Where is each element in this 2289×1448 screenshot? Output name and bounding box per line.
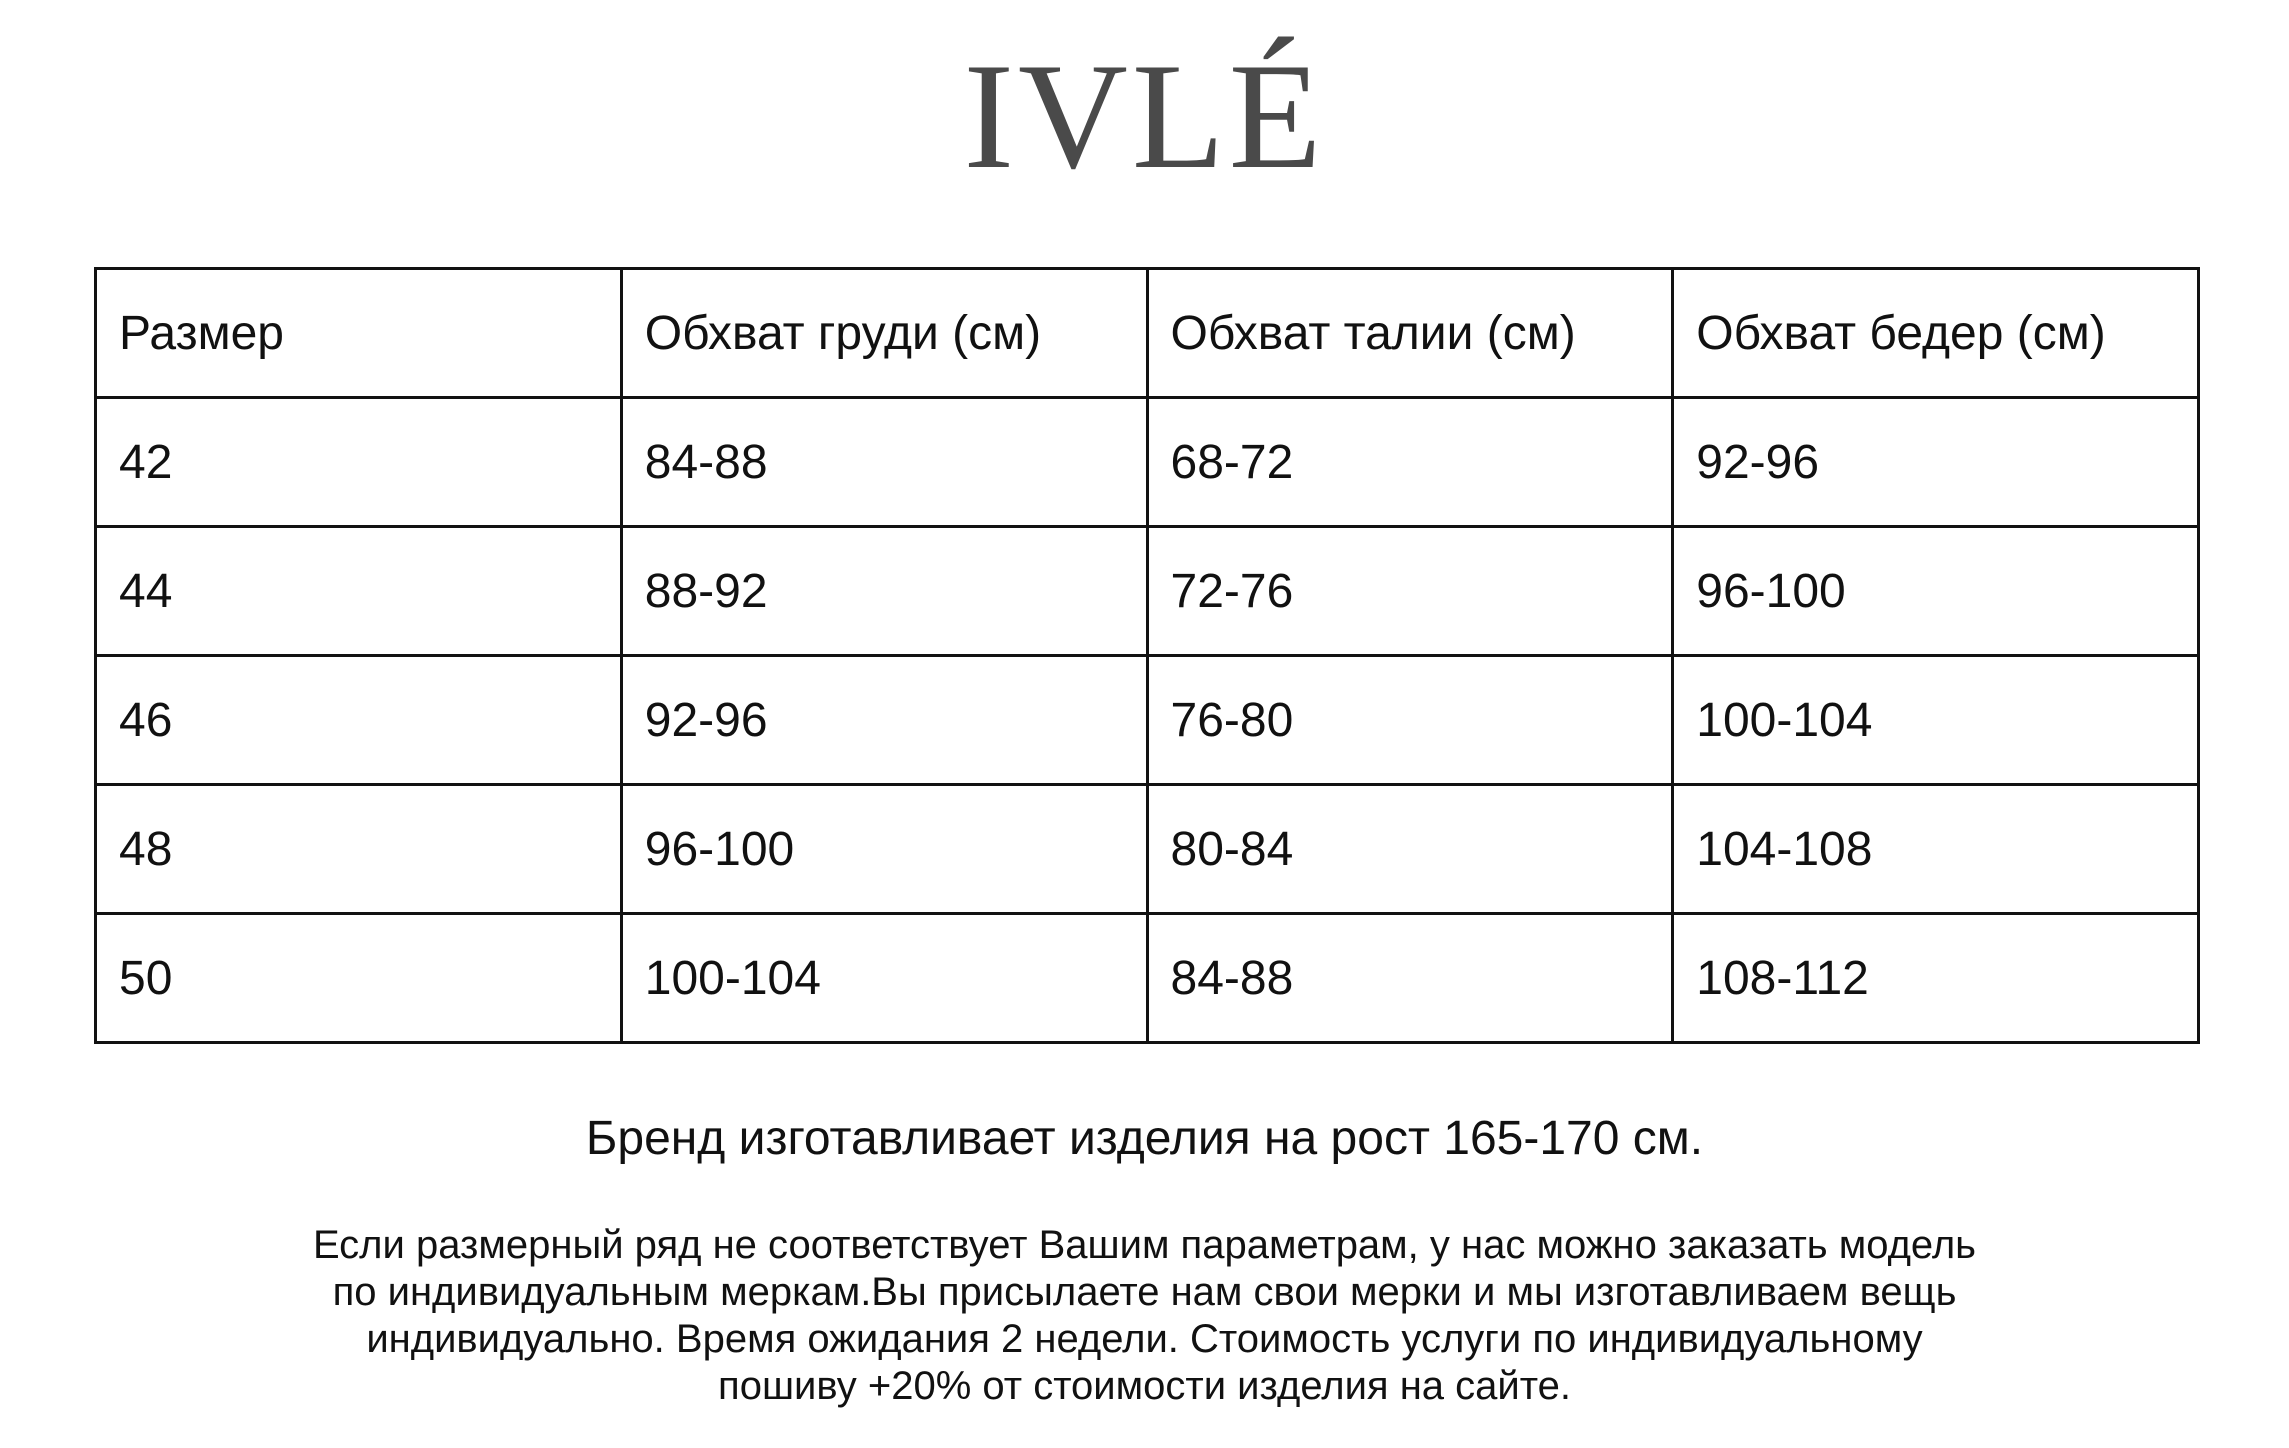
cell-hips: 92-96	[1673, 398, 2199, 527]
height-note: Бренд изготавливает изделия на рост 165-170 см.	[585, 1112, 1704, 1165]
cell-waist: 68-72	[1147, 398, 1673, 527]
custom-tailoring-note	[240, 1222, 2049, 1410]
cell-bust: 88-92	[621, 527, 1147, 656]
table-row	[96, 914, 2199, 1043]
cell-size: 44	[96, 527, 622, 656]
header-bust: Обхват груди (см)	[621, 269, 1147, 398]
cell-size: 46	[96, 656, 622, 785]
table-row	[96, 656, 2199, 785]
brand-logo: IVLÉ	[963, 32, 1326, 200]
custom-note-line: Если размерный ряд не соответствует Вашим параметрам, у нас можно заказать модель	[312, 1223, 1977, 1267]
size-chart-table	[94, 267, 2200, 1044]
cell-waist: 72-76	[1147, 527, 1673, 656]
cell-size: 50	[96, 914, 622, 1043]
cell-bust: 96-100	[621, 785, 1147, 914]
cell-size: 48	[96, 785, 622, 914]
cell-bust: 92-96	[621, 656, 1147, 785]
custom-note-line: индивидуально. Время ожидания 2 недели. Стоимость услуги по индивидуальному	[366, 1317, 1923, 1361]
cell-waist: 80-84	[1147, 785, 1673, 914]
table-row	[96, 527, 2199, 656]
table-header-row	[96, 269, 2199, 398]
cell-bust: 84-88	[621, 398, 1147, 527]
cell-hips: 108-112	[1673, 914, 2199, 1043]
cell-waist: 84-88	[1147, 914, 1673, 1043]
custom-note-line: по индивидуальным меркам.Вы присылаете нам свои мерки и мы изготавливаем вещь	[332, 1270, 1957, 1314]
cell-size: 42	[96, 398, 622, 527]
table-row	[96, 785, 2199, 914]
cell-hips: 96-100	[1673, 527, 2199, 656]
custom-note-line: пошиву +20% от стоимости изделия на сайте.	[718, 1364, 1571, 1408]
header-hips: Обхват бедер (см)	[1673, 269, 2199, 398]
header-size: Размер	[96, 269, 622, 398]
cell-hips: 104-108	[1673, 785, 2199, 914]
table-row	[96, 398, 2199, 527]
cell-bust: 100-104	[621, 914, 1147, 1043]
header-waist: Обхват талии (см)	[1147, 269, 1673, 398]
cell-waist: 76-80	[1147, 656, 1673, 785]
cell-hips: 100-104	[1673, 656, 2199, 785]
